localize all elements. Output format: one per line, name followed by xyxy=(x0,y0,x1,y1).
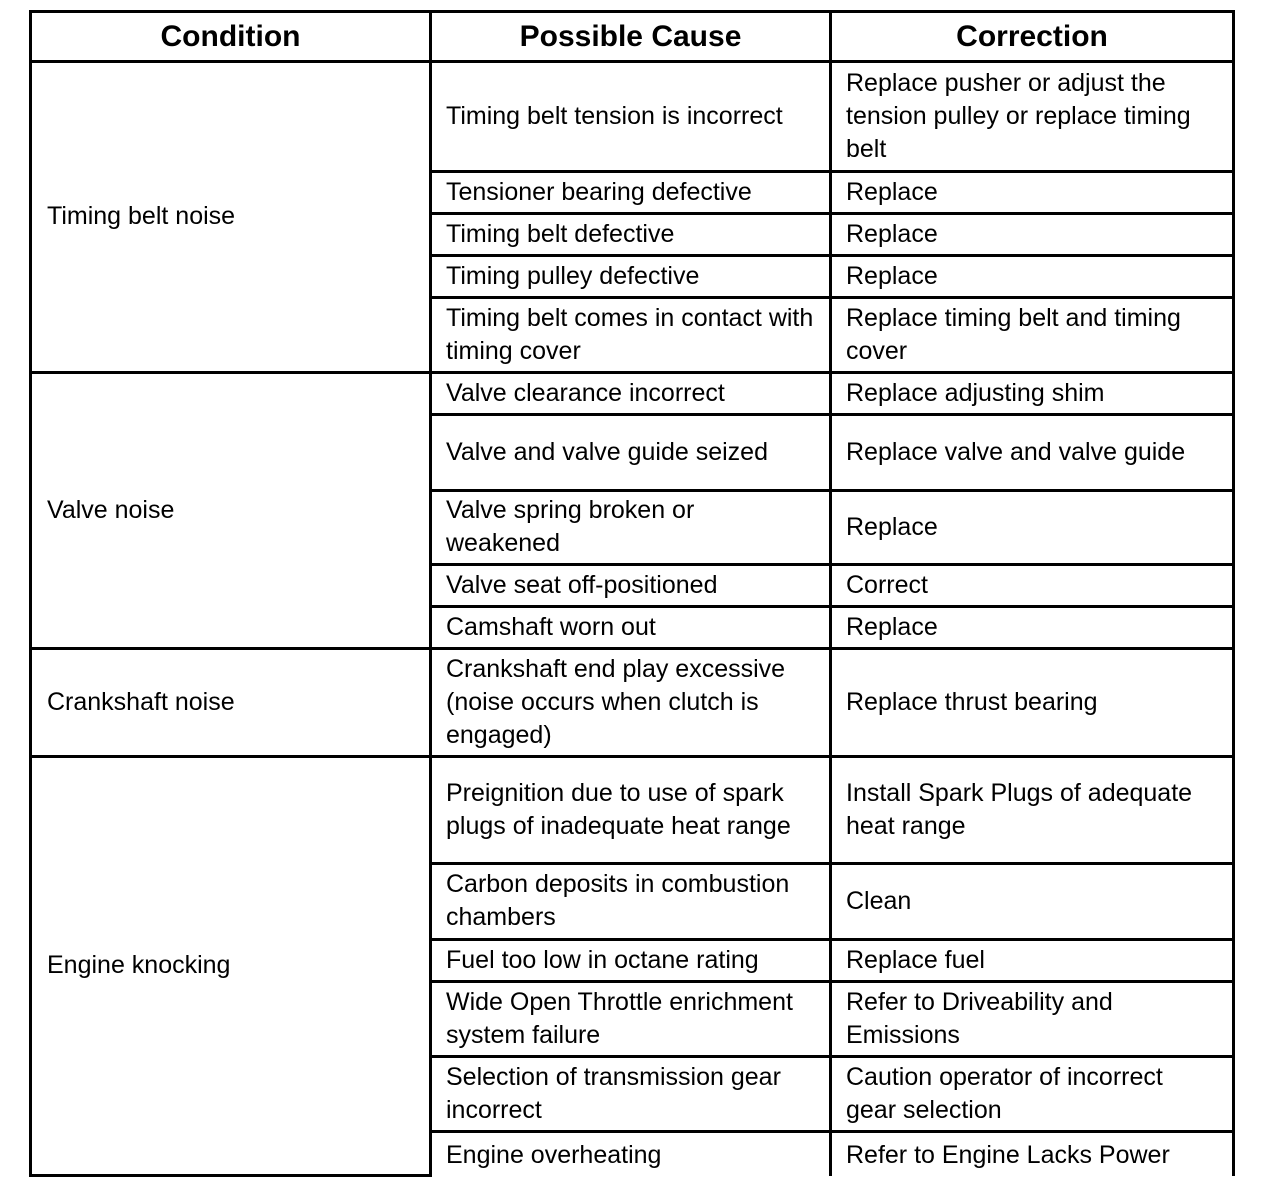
condition-cell: Valve noise xyxy=(31,373,431,649)
cause-cell: Carbon deposits in combustion chambers xyxy=(431,864,831,940)
header-correction: Correction xyxy=(831,12,1234,62)
correction-cell: Install Spark Plugs of adequate heat range xyxy=(831,757,1234,864)
correction-cell: Clean xyxy=(831,864,1234,940)
correction-cell: Caution operator of incorrect gear selection xyxy=(831,1057,1234,1132)
correction-cell: Replace xyxy=(831,256,1234,298)
correction-cell: Replace xyxy=(831,491,1234,565)
correction-cell: Replace valve and valve guide xyxy=(831,415,1234,491)
condition-cell: Timing belt noise xyxy=(31,62,431,373)
cause-cell: Valve spring broken or weakened xyxy=(431,491,831,565)
table-row xyxy=(31,757,1234,864)
correction-cell: Replace thrust bearing xyxy=(831,649,1234,757)
cause-cell: Valve and valve guide seized xyxy=(431,415,831,491)
correction-cell: Replace timing belt and timing cover xyxy=(831,298,1234,373)
correction-cell: Refer to Engine Lacks Power xyxy=(831,1132,1234,1176)
correction-cell: Correct xyxy=(831,565,1234,607)
condition-cell: Engine knocking xyxy=(31,757,431,1176)
correction-cell: Replace xyxy=(831,607,1234,649)
correction-cell: Refer to Driveability and Emissions xyxy=(831,982,1234,1057)
table-row xyxy=(31,649,1234,757)
header-possible-cause: Possible Cause xyxy=(431,12,831,62)
correction-cell: Replace pusher or adjust the tension pulley or replace timing belt xyxy=(831,62,1234,172)
table-row xyxy=(31,373,1234,415)
condition-cell: Crankshaft noise xyxy=(31,649,431,757)
diagnosis-table xyxy=(29,10,1235,1177)
cause-cell: Timing belt comes in contact with timing cover xyxy=(431,298,831,373)
cause-cell: Fuel too low in octane rating xyxy=(431,940,831,982)
correction-cell: Replace xyxy=(831,172,1234,214)
table-row xyxy=(31,62,1234,172)
cause-cell: Tensioner bearing defective xyxy=(431,172,831,214)
cause-cell: Timing belt defective xyxy=(431,214,831,256)
correction-cell: Replace adjusting shim xyxy=(831,373,1234,415)
cause-cell: Timing belt tension is incorrect xyxy=(431,62,831,172)
correction-cell: Replace xyxy=(831,214,1234,256)
cause-cell: Preignition due to use of spark plugs of inadequate heat range xyxy=(431,757,831,864)
header-row xyxy=(31,12,1234,62)
cause-cell: Valve clearance incorrect xyxy=(431,373,831,415)
cause-cell: Camshaft worn out xyxy=(431,607,831,649)
cause-cell: Selection of transmission gear incorrect xyxy=(431,1057,831,1132)
header-condition: Condition xyxy=(31,12,431,62)
cause-cell: Timing pulley defective xyxy=(431,256,831,298)
correction-cell: Replace fuel xyxy=(831,940,1234,982)
cause-cell: Engine overheating xyxy=(431,1132,831,1176)
cause-cell: Wide Open Throttle enrichment system failure xyxy=(431,982,831,1057)
cause-cell: Crankshaft end play excessive (noise occurs when clutch is engaged) xyxy=(431,649,831,757)
cause-cell: Valve seat off-positioned xyxy=(431,565,831,607)
